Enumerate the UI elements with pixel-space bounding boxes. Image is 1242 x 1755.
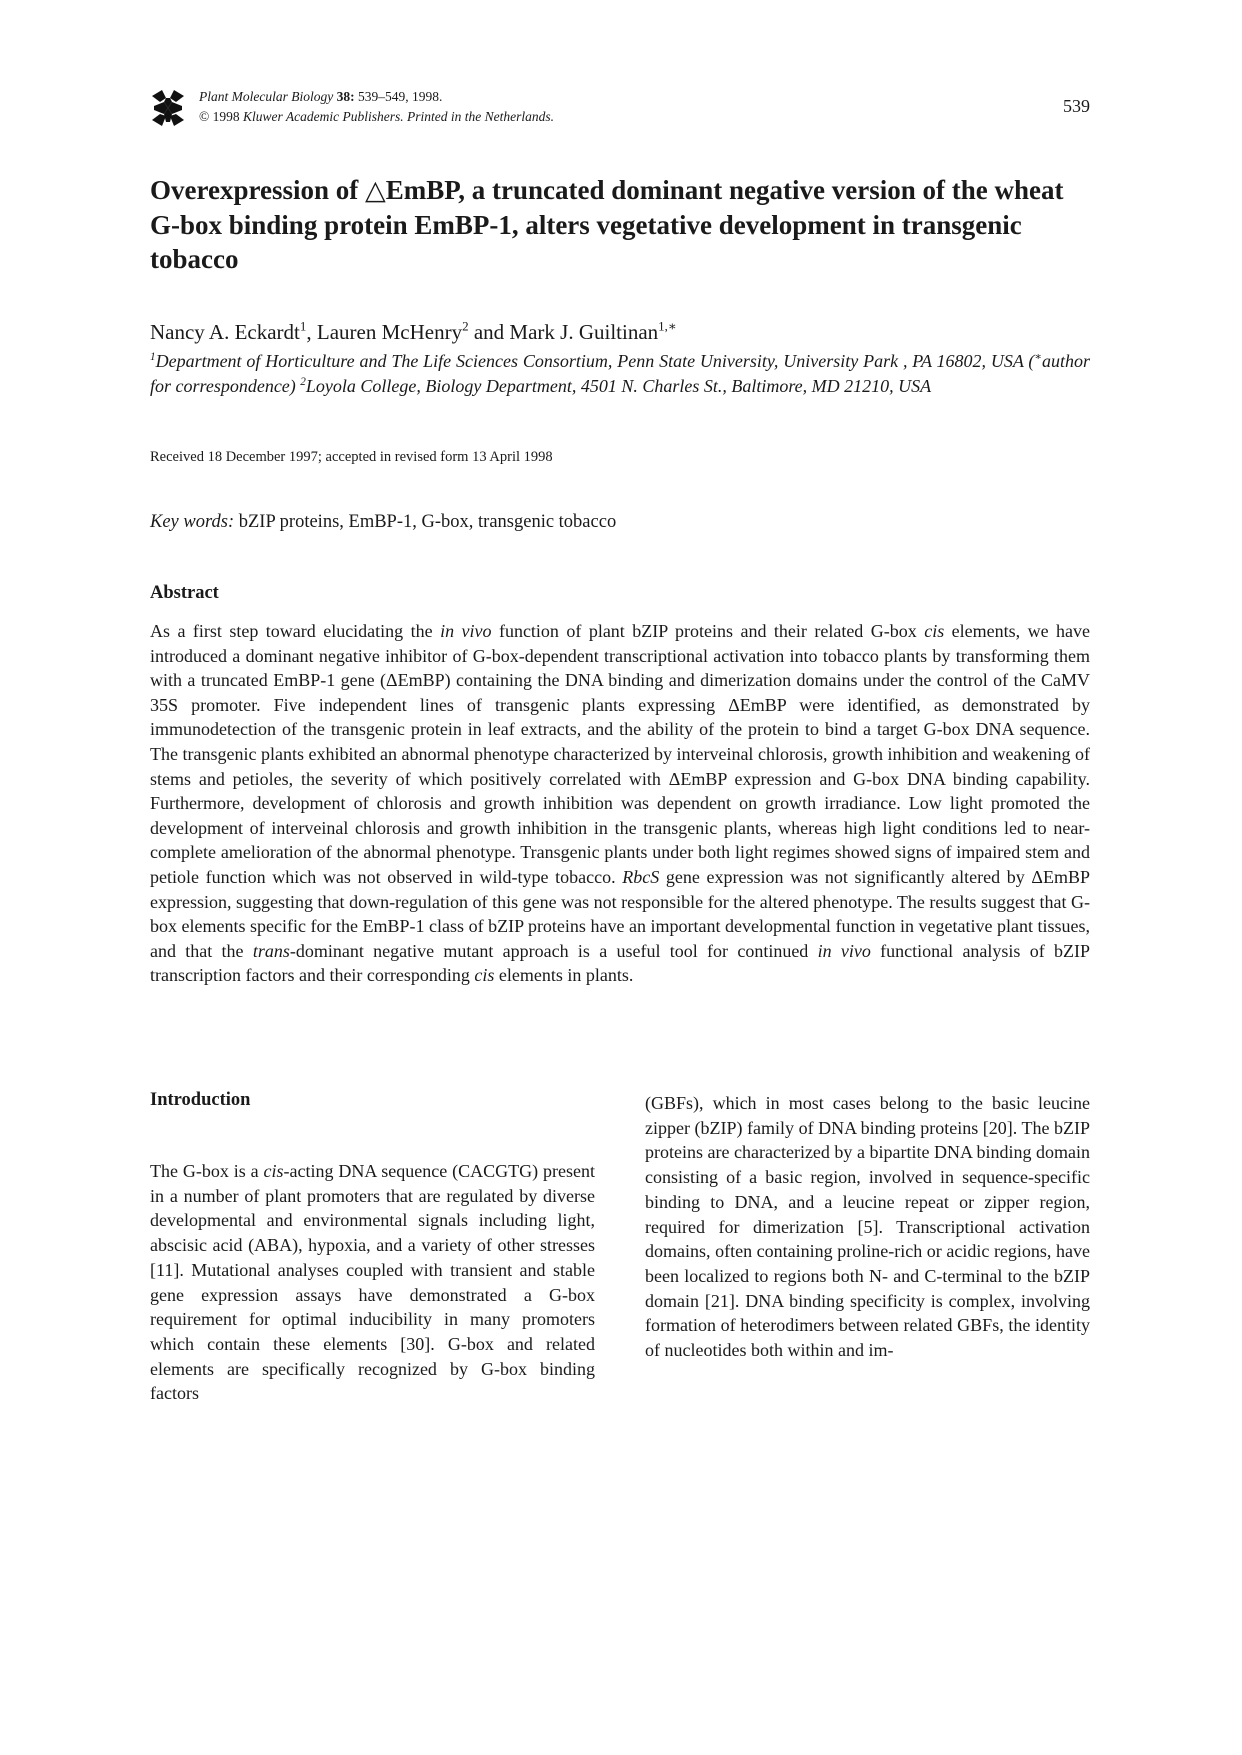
- author-affiliations: [150, 349, 1090, 398]
- abstract-italic: cis: [474, 965, 495, 986]
- journal-pages: 539–549, 1998.: [357, 89, 443, 104]
- abstract-run: functional analysis of bZIP transcription factors and their corresponding: [150, 940, 1090, 986]
- publisher-name: Kluwer Academic Publishers.: [243, 109, 404, 124]
- introduction-heading: Introduction: [150, 1090, 251, 1110]
- intro-run: -acting DNA sequence (CACGTG) present in a number of plant promoters that are regulated by diverse developmental and environmental signals including light, abscisic acid (ABA), hypoxia, and a variety of other stresses [11]. Mutational analyses coupled with transient and stable gene expression assays have demonstrated a G-box requirement for optimal inducibility in many promoters which contain these elements [30]. G-box and related elements are specifically recognized by G-box binding factors: [150, 1161, 595, 1404]
- author-affiliation-mark: 1,∗: [658, 318, 677, 334]
- copyright-line: [199, 109, 554, 125]
- abstract-heading: Abstract: [150, 583, 219, 603]
- keywords-label: Key words:: [150, 512, 235, 532]
- abstract-run: elements in plants.: [494, 965, 634, 986]
- intro-run: The G-box is a: [150, 1161, 264, 1181]
- abstract-italic: in vivo: [817, 940, 871, 961]
- abstract-run: elements, we have introduced a dominant negative inhibitor of G-box-dependent transcriptional activation into tobacco plants by transforming them with a truncated EmBP-1 gene (ΔEmBP) containing the DNA binding and dimerization domains under the control of the CaMV 35S promoter. Five independent lines of transgenic plants expressing ΔEmBP were identified, as demonstrated by immunodetection of the transgenic protein in leaf extracts, and the ability of the protein to bind a target G-box DNA sequence. The transgenic plants exhibited an abnormal phenotype characterized by interveinal chlorosis, growth inhibition and weakening of stems and petioles, the severity of which positively correlated with ΔEmBP expression and G-box DNA binding capability. Furthermore, development of chlorosis and growth inhibition was dependent on growth irradiance. Low light promoted the development of interveinal chlorosis and growth inhibition in the transgenic plants, whereas high light conditions led to near-complete amelioration of the abnormal phenotype. Transgenic plants under both light regimes showed signs of impaired stem and petiole function which was not observed in wild-type tobacco.: [150, 621, 1090, 887]
- introduction-left-column: [150, 1159, 595, 1406]
- affiliation-text: author for correspondence): [150, 351, 1090, 396]
- author-affiliation-mark: 1: [299, 318, 307, 334]
- affiliation-text: Loyola College, Biology Department, 4501 N. Charles St., Baltimore, MD 21210, USA: [305, 375, 932, 396]
- abstract-text: [150, 619, 1090, 988]
- author-name: Nancy A. Eckardt: [150, 320, 300, 344]
- abstract-italic: in vivo: [440, 621, 492, 641]
- received-dates: Received 18 December 1997; accepted in revised form 13 April 1998: [150, 449, 553, 465]
- article-title: Overexpression of △EmBP, a truncated dominant negative version of the wheat G-box binding protein EmBP-1, alters vegetative development in transgenic tobacco: [150, 175, 1064, 274]
- printed-in: Printed in the Netherlands.: [407, 109, 554, 124]
- abstract-italic: cis: [924, 621, 945, 641]
- page-number: 539: [1063, 96, 1090, 116]
- copyright-prefix: © 1998: [199, 109, 240, 124]
- journal-citation: [199, 89, 442, 105]
- intro-italic: cis: [263, 1161, 284, 1181]
- publisher-logo-icon: [150, 86, 186, 130]
- author-name: Lauren McHenry: [316, 320, 463, 344]
- abstract-run: As a first step toward elucidating the: [150, 621, 441, 641]
- abstract-italic: RbcS: [622, 866, 660, 887]
- journal-name: Plant Molecular Biology: [199, 89, 334, 104]
- journal-volume: 38:: [336, 89, 355, 104]
- abstract-run: function of plant bZIP proteins and their related G-box: [491, 621, 925, 641]
- introduction-right-column: (GBFs), which in most cases belong to the basic leucine zipper (bZIP) family of DNA binding proteins [20]. The bZIP proteins are characterized by a bipartite DNA binding domain consisting of a basic region, involved in sequence-specific binding to DNA, and a leucine repeat or zipper region, required for dimerization [5]. Transcriptional activation domains, often containing proline-rich or acidic regions, have been localized to regions both N- and C-terminal to the bZIP domain [21]. DNA binding specificity is complex, involving formation of heterodimers between related GBFs, the identity of nucleotides both within and im-: [645, 1093, 1090, 1361]
- affiliation-mark: 2: [300, 375, 306, 388]
- author-name: Mark J. Guiltinan: [509, 320, 659, 344]
- abstract-run: gene expression was not significantly altered by ΔEmBP expression, suggesting that down-regulation of this gene was not responsible for the altered phenotype. The results suggest that G-box elements specific for the EmBP-1 class of bZIP proteins have an important developmental function in vegetative plant tissues, and that the: [150, 866, 1090, 961]
- author-affiliation-mark: 2: [462, 318, 469, 334]
- keywords-text: bZIP proteins, EmBP-1, G-box, transgenic tobacco: [238, 512, 617, 532]
- abstract-italic: trans: [252, 940, 290, 961]
- affiliation-text: Department of Horticulture and The Life Sciences Consortium, Penn State University, University Park , PA 16802, USA (: [155, 351, 1035, 371]
- author-separator: ,: [306, 320, 317, 344]
- affiliation-mark: ∗: [1034, 350, 1042, 363]
- author-list: [150, 320, 677, 345]
- author-separator: and: [468, 320, 510, 344]
- keywords: [150, 512, 616, 533]
- affiliation-mark: 1: [150, 350, 156, 363]
- abstract-run: -dominant negative mutant approach is a useful tool for continued: [289, 940, 818, 961]
